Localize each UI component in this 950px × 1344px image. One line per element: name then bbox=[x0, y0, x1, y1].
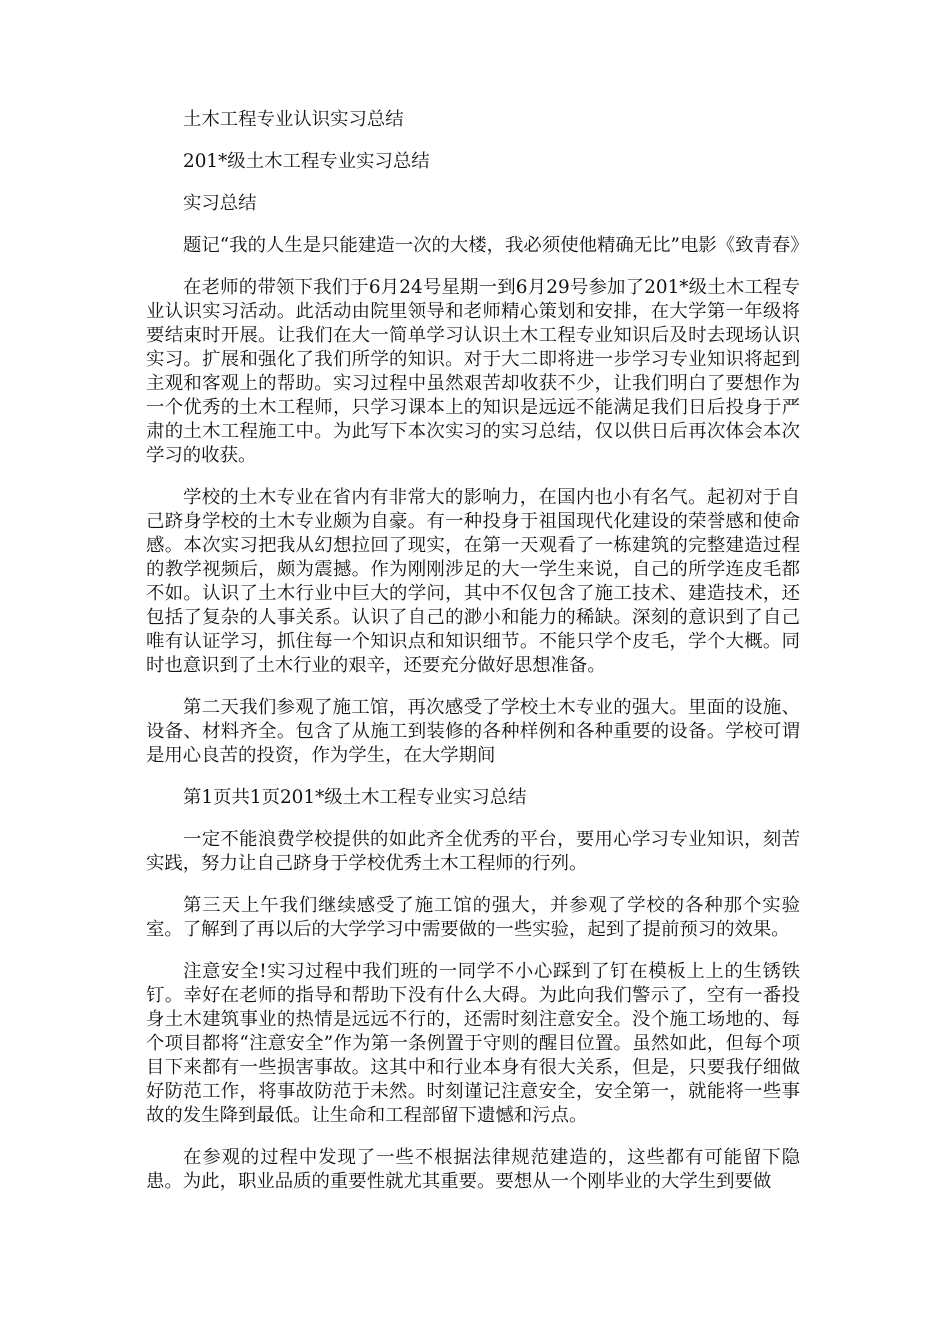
section-heading: 实习总结 bbox=[183, 193, 257, 214]
body-paragraph: 一定不能浪费学校提供的如此齐全优秀的平台，要用心学习专业知识，刻苦实践，努力让自己跻身于学校优秀土木工程师的行列。 bbox=[146, 829, 800, 874]
body-paragraph: 注意安全!实习过程中我们班的一同学不小心踩到了钉在模板上上的生锈铁钉。幸好在老师的指导和帮助下没有什么大碍。为此向我们警示了，空有一番投身土木建筑事业的热情是远远不行的，还需时刻注意安全。没个施工场地的、每个项目都将“注意安全”作为第一条例置于守则的醒目位置。虽然如此，但每个项目下来都有一些损害事故。这其中和行业本身有很大关系，但是，只要我仔细做好防范工作，将事故防范于未然。时刻谨记注意安全，安全第一，就能将一些事故的发生降到最低。让生命和工程部留下遗憾和污点。 bbox=[146, 961, 800, 1126]
body-paragraph: 第三天上午我们继续感受了施工馆的强大，并参观了学校的各种那个实验室。了解到了再以后的大学学习中需要做的一些实验，起到了提前预习的效果。 bbox=[146, 895, 800, 940]
body-paragraph: 在参观的过程中发现了一些不根据法律规范建造的，这些都有可能留下隐患。为此，职业品质的重要性就尤其重要。要想从一个刚毕业的大学生到要做 bbox=[146, 1147, 800, 1192]
body-paragraph: 在老师的带领下我们于6月24号星期一到6月29号参加了201*级土木工程专业认识实习活动。此活动由院里领导和老师精心策划和安排，在大学第一年级将要结束时开展。让我们在大一简单学习认识土木工程专业知识后及时去现场认识实习。扩展和强化了我们所学的知识。对于大二即将进一步学习专业知识将起到主观和客观上的帮助。实习过程中虽然艰苦却收获不少，让我们明白了要想作为一个优秀的土木工程师，只学习课本上的知识是远远不能满足我们日后投身于严肃的土木工程施工中。为此写下本次实习的实习总结，仅以供日后再次体会本次学习的收获。 bbox=[146, 277, 800, 466]
epigraph: 题记“我的人生是只能建造一次的大楼，我必须使他精确无比”电影《致青春》 bbox=[183, 235, 809, 256]
document-subtitle: 201*级土木工程专业实习总结 bbox=[183, 151, 430, 172]
document-title: 土木工程专业认识实习总结 bbox=[183, 109, 404, 130]
page-footer-text: 第1页共1页201*级土木工程专业实习总结 bbox=[183, 787, 527, 808]
body-paragraph: 第二天我们参观了施工馆，再次感受了学校土木专业的强大。里面的设施、设备、材料齐全。包含了从施工到装修的各种样例和各种重要的设备。学校可谓是用心良苦的投资，作为学生，在大学期间 bbox=[146, 697, 800, 766]
body-paragraph: 学校的土木专业在省内有非常大的影响力，在国内也小有名气。起初对于自己跻身学校的土木专业颇为自豪。有一种投身于祖国现代化建设的荣誉感和使命感。本次实习把我从幻想拉回了现实，在第一天观看了一栋建筑的完整建造过程的教学视频后，颇为震撼。作为刚刚涉足的大一学生来说，自己的所学连皮毛都不如。认识了土木行业中巨大的学问，其中不仅包含了施工技术、建造技术，还包括了复杂的人事关系。认识了自己的渺小和能力的稀缺。深刻的意识到了自己唯有认证学习，抓住每一个知识点和知识细节。不能只学个皮毛，学个大概。同时也意识到了土木行业的艰辛，还要充分做好思想准备。 bbox=[146, 487, 800, 676]
